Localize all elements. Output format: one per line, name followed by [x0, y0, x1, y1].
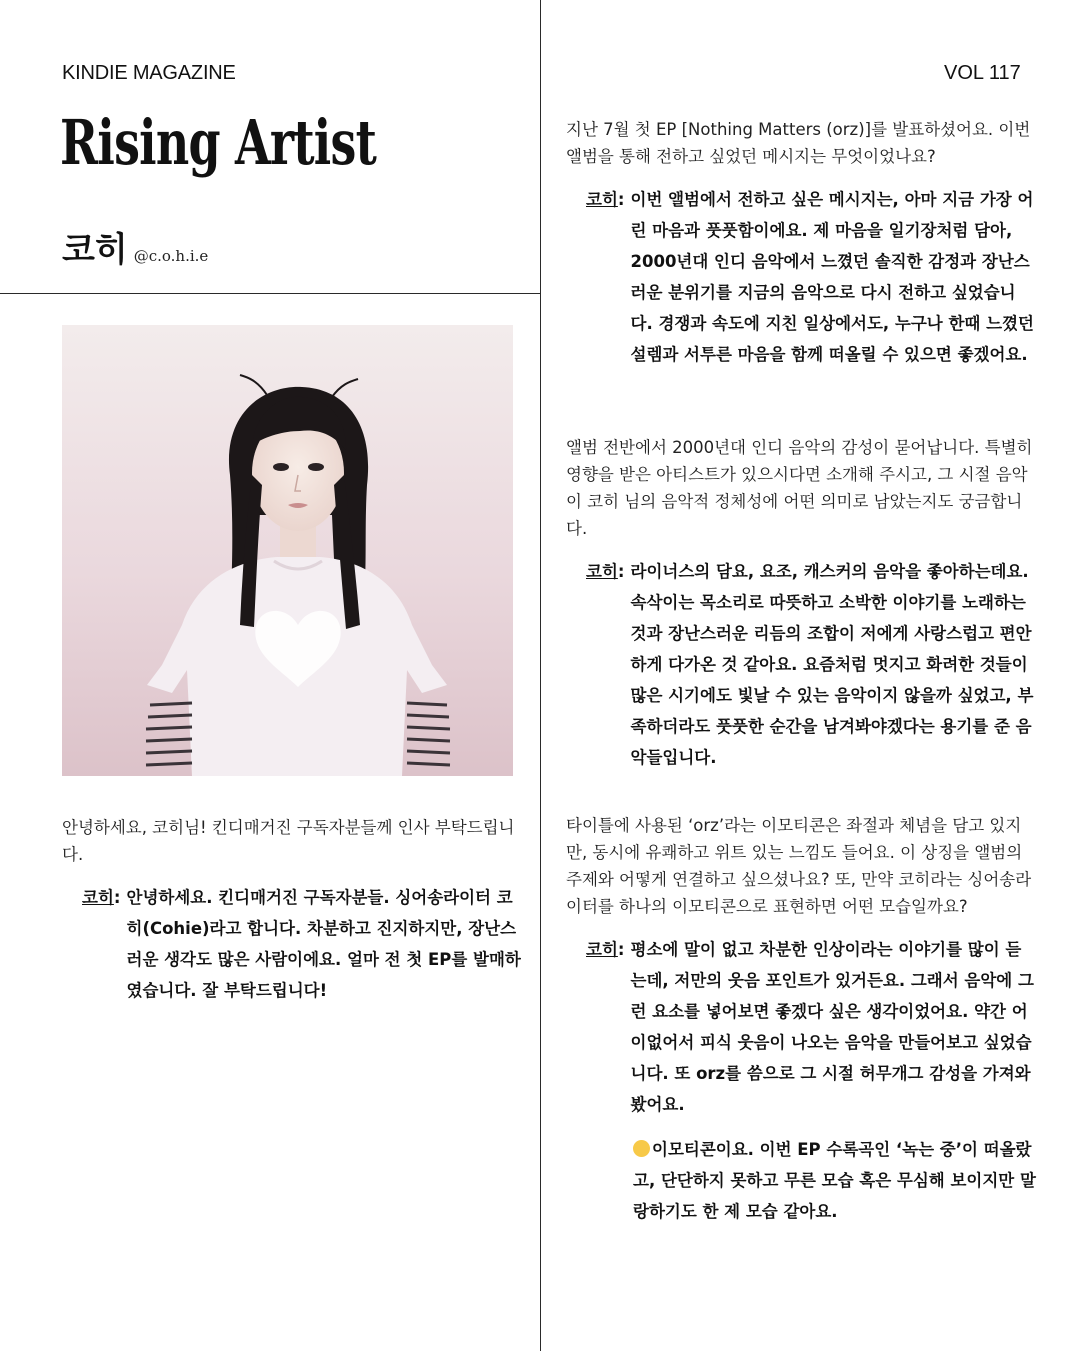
answer-text: 라이너스의 담요, 요조, 캐스커의 음악을 좋아하는데요. 속삭이는 목소리로 따뜻하고 소박한 이야기를 노래하는 것과 장난스러운 리듬의 조합이 저에게 사랑스럽고 편안하게 다가온 것 같아요. 요즘처럼 멋지고 화려한 것들이 많은 시기에도 빛날 수 있는 음악이지 않을까 싶었고, 부족하더라도 풋풋한 순간을 남겨봐야겠다는 용기를 준 음악들입니다. — [630, 562, 1034, 767]
page-title: Rising Artist — [60, 106, 377, 179]
volume-number: VOL 117 — [944, 62, 1021, 84]
artist-name: 코히 — [62, 230, 128, 270]
interview-item-4 — [566, 812, 1036, 1227]
answer-text: 안녕하세요. 킨디매거진 구독자분들. 싱어송라이터 코히(Cohie)라고 합니다. 차분하고 진지하지만, 장난스러운 생각도 많은 사람이에요. 얼마 전 첫 EP를 발매하였습니다. 잘 부탁드립니다! — [126, 888, 521, 1000]
interview-item-3 — [566, 434, 1036, 773]
artist-heading — [62, 222, 208, 271]
question-4: 타이틀에 사용된 ‘orz’라는 이모티콘은 좌절과 체념을 담고 있지만, 동시에 유쾌하고 위트 있는 느낌도 들어요. 이 상징을 앨범의 주제와 어떻게 연결하고 싶으셨나요? 또, 만약 코히라는 싱어송라이터를 하나의 이모티콘으로 표현하면 어떤 모습일까요? — [566, 816, 1032, 916]
speaker-label: 코히 — [586, 940, 618, 959]
speaker-label: 코히 — [586, 562, 618, 581]
question-1: 안녕하세요, 코히님! 킨디매거진 구독자분들께 인사 부탁드립니다. — [62, 818, 515, 864]
question-2: 지난 7월 첫 EP [Nothing Matters (orz)]를 발표하셨어요. 이번 앨범을 통해 전하고 싶었던 메시지는 무엇이었나요? — [566, 120, 1031, 166]
answer-3: 코히 : 라이너스의 담요, 요조, 캐스커의 음악을 좋아하는데요. 속삭이는 목소리로 따뜻하고 소박한 이야기를 노래하는 것과 장난스러운 리듬의 조합이 저에게 사랑스럽고 편안하게 다가온 것 같아요. 요즘처럼 멋지고 화려한 것들이 많은 시기에도 빛날 수 있는 음악이지 않을까 싶었고, 부족하더라도 풋풋한 순간을 남겨봐야겠다는 용기를 준 음악들입니다. — [566, 556, 1036, 773]
interview-item-1 — [62, 814, 524, 1006]
header-divider — [0, 293, 540, 294]
answer-4: 코히 : 평소에 말이 없고 차분한 인상이라는 이야기를 많이 듣는데, 저만의 웃음 포인트가 있거든요. 그래서 음악에 그런 요소를 넣어보면 좋겠다 싶은 생각이었어요. 약간 어이없어서 피식 웃음이 나오는 음악을 만들어보고 싶었습니다. 또 orz를 씀으로 그 시절 허무개그 감성을 가져와 봤어요. — [566, 934, 1036, 1120]
answer-2: 코히 : 이번 앨범에서 전하고 싶은 메시지는, 아마 지금 가장 어린 마음과 풋풋함이에요. 제 마음을 일기장처럼 담아, 2000년대 인디 음악에서 느꼈던 솔직한 감정과 장난스러운 분위기를 지금의 음악으로 다시 전하고 싶었습니다. 경쟁과 속도에 지친 일상에서도, 누구나 한때 느꼈던 설렘과 서투른 마음을 함께 떠올릴 수 있으면 좋겠어요. — [566, 184, 1036, 370]
artist-photo — [62, 325, 513, 776]
melting-face-icon — [633, 1140, 650, 1157]
answer-1: 코히 : 안녕하세요. 킨디매거진 구독자분들. 싱어송라이터 코히(Cohie)라고 합니다. 차분하고 진지하지만, 장난스러운 생각도 많은 사람이에요. 얼마 전 첫 EP를 발매하였습니다. 잘 부탁드립니다! — [62, 882, 524, 1006]
answer-4-continued — [566, 1134, 1036, 1227]
question-3: 앨범 전반에서 2000년대 인디 음악의 감성이 묻어납니다. 특별히 영향을 받은 아티스트가 있으시다면 소개해 주시고, 그 시절 음악이 코히 님의 음악적 정체성에 어떤 의미로 남았는지도 궁금합니다. — [566, 438, 1033, 538]
column-divider — [540, 0, 541, 1351]
speaker-label: 코히 — [82, 888, 114, 907]
interview-item-2 — [566, 116, 1036, 370]
answer-extra-text: 이모티콘이요. 이번 EP 수록곡인 ‘녹는 중’이 떠올랐고, 단단하지 못하고 무른 모습 혹은 무심해 보이지만 말랑하기도 한 제 모습 같아요. — [633, 1140, 1036, 1221]
portrait-illustration — [62, 325, 513, 776]
answer-text: 평소에 말이 없고 차분한 인상이라는 이야기를 많이 듣는데, 저만의 웃음 포인트가 있거든요. 그래서 음악에 그런 요소를 넣어보면 좋겠다 싶은 생각이었어요. 약간 어이없어서 피식 웃음이 나오는 음악을 만들어보고 싶었습니다. 또 orz를 씀으로 그 시절 허무개그 감성을 가져와 봤어요. — [630, 940, 1034, 1114]
artist-handle: @c.o.h.i.e — [133, 247, 209, 265]
answer-text: 이번 앨범에서 전하고 싶은 메시지는, 아마 지금 가장 어린 마음과 풋풋함이에요. 제 마음을 일기장처럼 담아, 2000년대 인디 음악에서 느꼈던 솔직한 감정과 장난스러운 분위기를 지금의 음악으로 다시 전하고 싶었습니다. 경쟁과 속도에 지친 일상에서도, 누구나 한때 느꼈던 설렘과 서투른 마음을 함께 떠올릴 수 있으면 좋겠어요. — [630, 190, 1034, 364]
magazine-name: KINDIE MAGAZINE — [62, 62, 236, 84]
speaker-label: 코히 — [586, 190, 618, 209]
